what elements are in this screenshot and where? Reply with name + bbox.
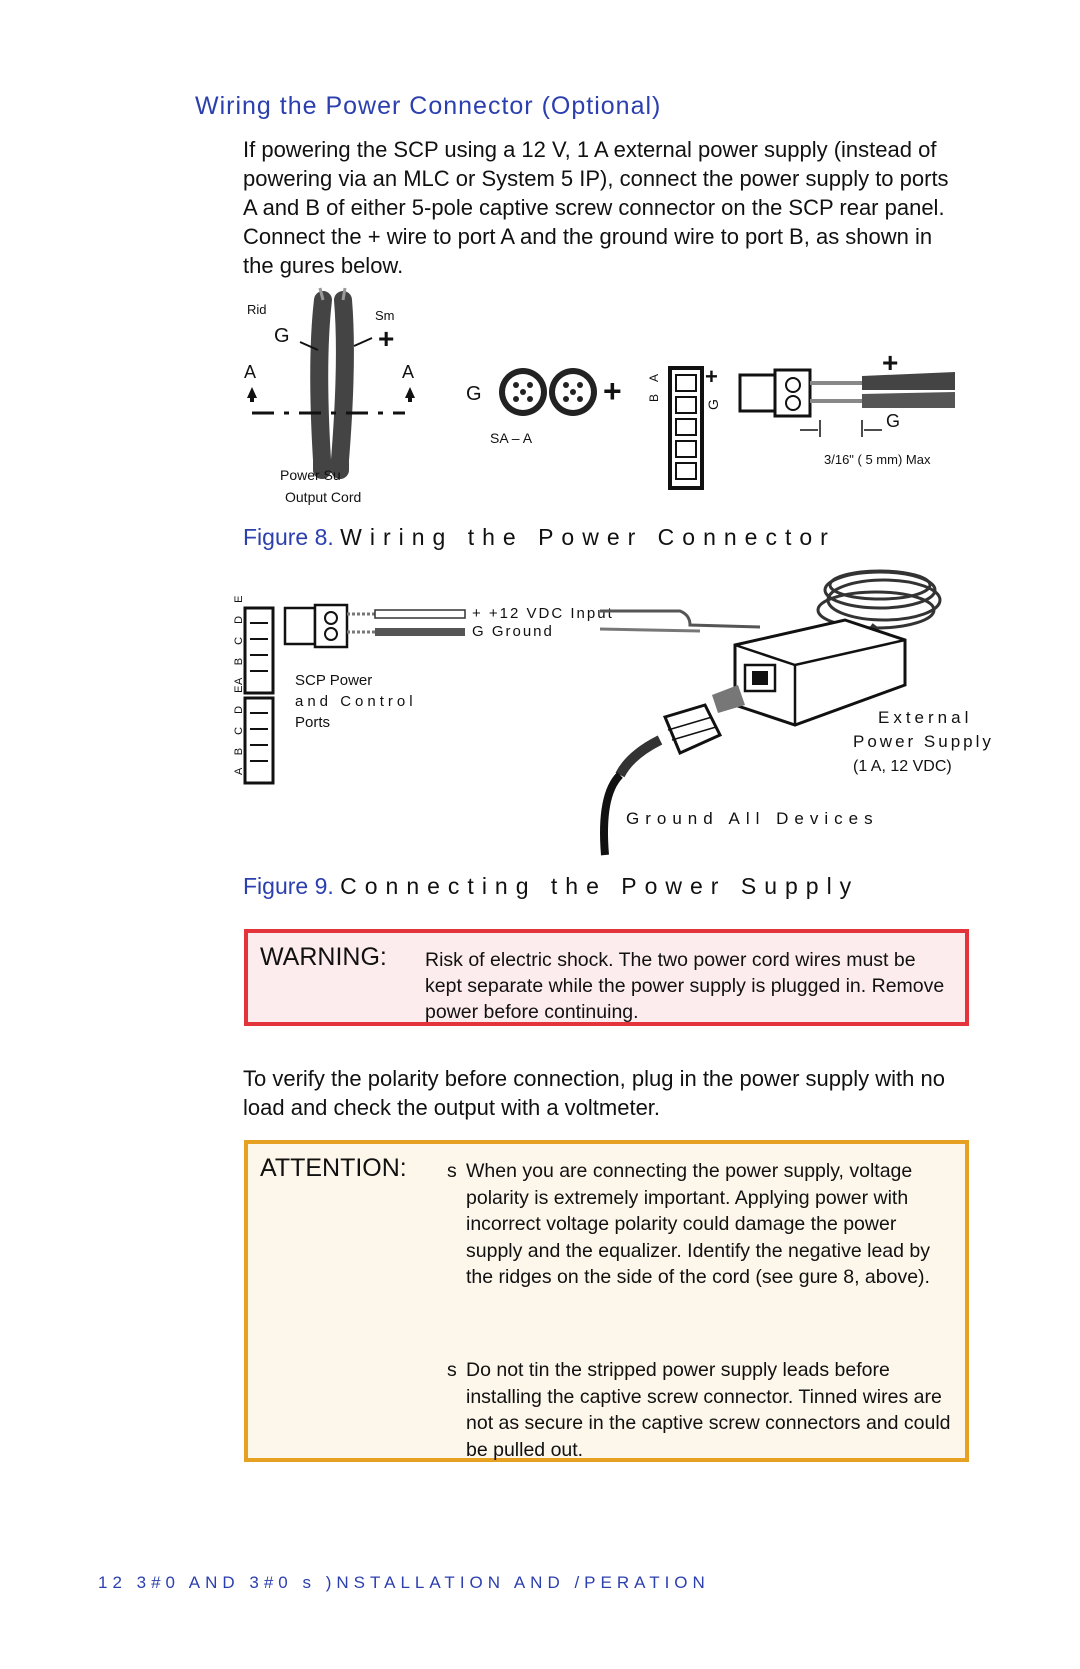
warning-title: WARNING: xyxy=(260,943,387,971)
connector-id-label: SA – A xyxy=(490,430,533,446)
ridges-label: Rid xyxy=(247,302,267,317)
plus-input-label: + +12 VDC Input xyxy=(472,605,614,622)
figure-9-title: Connecting the Power Supply xyxy=(340,873,860,899)
ac-plug-drawing xyxy=(604,705,720,855)
plus-connector-label: + xyxy=(603,373,622,409)
attention-box xyxy=(244,1140,969,1462)
ext-label-line2: Power Supply xyxy=(853,732,994,751)
port-letters-top: A B C D E xyxy=(233,590,245,685)
g-block-label: G xyxy=(705,399,721,410)
page-footer: 12 3#0 AND 3#0 s )NSTALLATION AND /PERATION xyxy=(98,1573,710,1592)
g-wire-label: G xyxy=(886,411,901,431)
connector-drawing xyxy=(499,368,597,416)
bullet-marker: s xyxy=(447,1160,457,1182)
g-left-label: G xyxy=(274,325,290,347)
plus-block-label: + xyxy=(705,364,718,389)
section-heading: Wiring the Power Connector (Optional) xyxy=(195,92,662,120)
figure-8-title: Wiring the Power Connector xyxy=(340,524,836,550)
ports-label-line3: Ports xyxy=(295,714,331,731)
smooth-label: Sm xyxy=(375,308,395,323)
intro-paragraph: If powering the SCP using a 12 V, 1 A external power supply (instead of powering via an MLC or System 5 IP), connect the power supply to ports A and B of either 5-pole captive screw connector on the SCP rear panel. Connect the + wire to port A and the ground wire to port B, as shown in the gures below. xyxy=(243,137,949,278)
figure-8-illustration xyxy=(0,280,1080,510)
cord-label-line2: Output Cord xyxy=(285,489,362,505)
ports-label-line2: and Control xyxy=(295,693,417,710)
cord-label-line1: Power Su xyxy=(280,467,341,483)
ground-all-label: Ground All Devices xyxy=(626,809,879,828)
bullet-marker: s xyxy=(447,1359,457,1381)
warning-box xyxy=(244,929,969,1026)
ground-label: G Ground xyxy=(472,623,554,640)
plus-wire-label: + xyxy=(882,347,899,378)
ext-label-line1: External xyxy=(878,708,973,727)
a-left-label: A xyxy=(244,362,257,382)
a-label: A xyxy=(647,373,661,382)
verify-paragraph: To verify the polarity before connection, plug in the power supply with no load and check the output with a voltmeter. xyxy=(243,1066,945,1120)
strip-length-label: 3/16" ( 5 mm) Max xyxy=(824,452,931,467)
figure-9-caption xyxy=(243,873,859,900)
ext-label-line3: (1 A, 12 VDC) xyxy=(853,758,952,775)
ports-label-line1: SCP Power xyxy=(295,672,373,689)
figure-9-illustration xyxy=(0,565,1080,865)
attention-title: ATTENTION: xyxy=(260,1154,407,1182)
plus-left-label: + xyxy=(378,323,395,354)
attention-item: When you are connecting the power supply, voltage polarity is extremely important. Applying power with incorrect voltage polarity could damage the power supply and the equalizer. Identify the negative lead by the ridges on the side of the cord (see gure 8, above). xyxy=(466,1160,930,1288)
figure-9-number: Figure 9. xyxy=(243,873,334,899)
b-label: B xyxy=(647,393,661,402)
a-right-label: A xyxy=(402,362,415,382)
figure-8-number: Figure 8. xyxy=(243,524,334,550)
figure-8-caption xyxy=(243,524,836,551)
g-connector-label: G xyxy=(466,383,482,405)
attention-item: Do not tin the stripped power supply leads before installing the captive screw connector. Tinned wires are not as secure in the captive screw connectors and could be pulled out. xyxy=(466,1359,951,1461)
port-letters-bottom: A B C D E xyxy=(233,680,245,775)
warning-text: Risk of electric shock. The two power cord wires must be kept separate while the power supply is plugged in. Remove power before continuing. xyxy=(425,949,945,1023)
